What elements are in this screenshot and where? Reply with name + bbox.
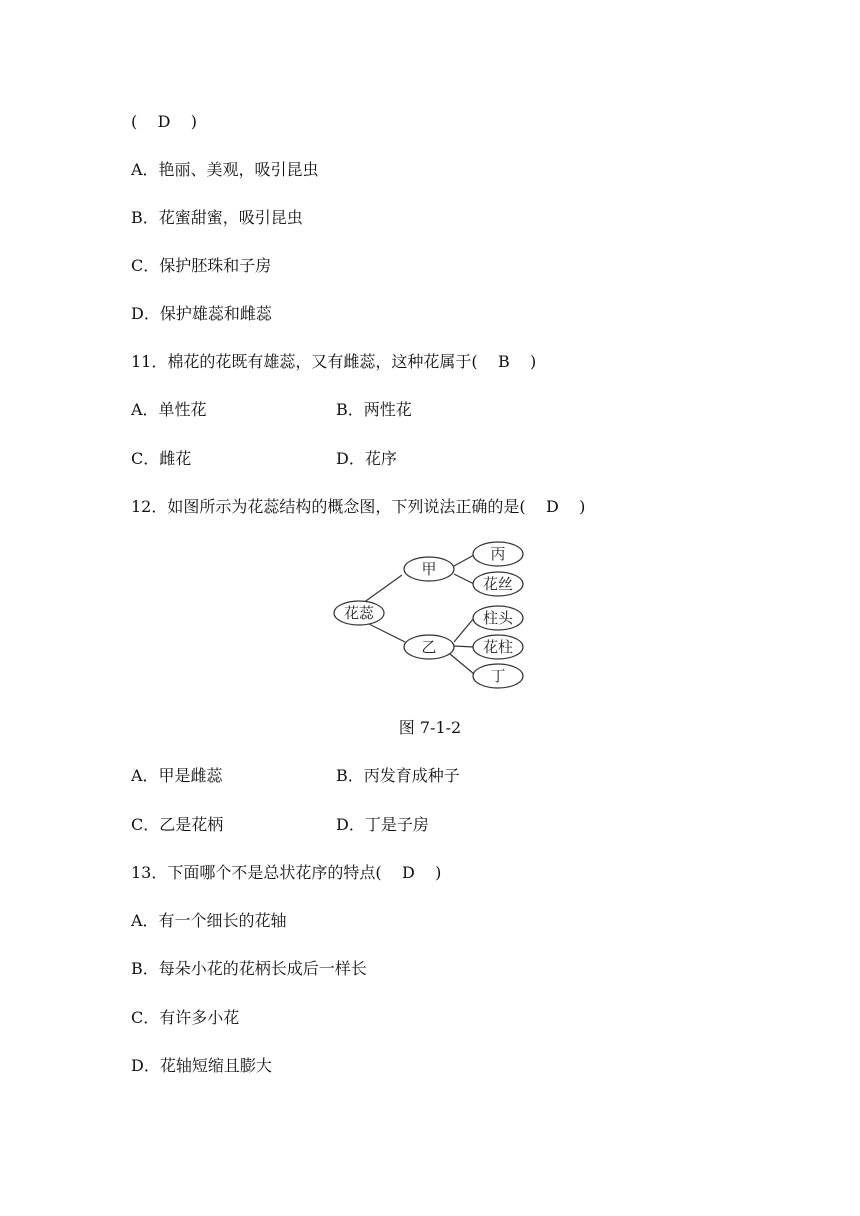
q10-option-a: A．艳丽、美观，吸引昆虫 [131, 160, 319, 179]
q11-option-a: A．单性花 [131, 400, 207, 419]
label-huazhu: 花柱 [482, 638, 514, 656]
q12-option-b: B．丙发育成种子 [336, 766, 460, 785]
label-huasi: 花丝 [482, 575, 514, 593]
label-jia: 甲 [421, 560, 437, 578]
q11-stem: 11．棉花的花既有雄蕊，又有雌蕊，这种花属于( B ) [131, 352, 537, 371]
q13-option-d: D．花轴短缩且膨大 [131, 1056, 272, 1075]
label-zhutou: 柱头 [482, 609, 514, 627]
q12-stem: 12．如图所示为花蕊结构的概念图，下列说法正确的是( D ) [131, 497, 586, 516]
label-yi: 乙 [421, 638, 437, 656]
q10-option-d: D．保护雄蕊和雌蕊 [131, 304, 272, 323]
label-root: 花蕊 [343, 604, 375, 622]
q11-option-c: C．雌花 [131, 449, 192, 468]
q12-option-c: C．乙是花柄 [131, 815, 224, 834]
figure-caption: 图 7-1-2 [398, 718, 462, 737]
q13-stem: 13．下面哪个不是总状花序的特点( D ) [131, 863, 442, 882]
label-ding: 丁 [490, 667, 506, 685]
q10-answer: ( D ) [131, 112, 197, 131]
q13-option-c: C．有许多小花 [131, 1008, 240, 1027]
q11-option-b: B．两性花 [336, 400, 412, 419]
q11-option-d: D．花序 [336, 449, 397, 468]
q12-option-a: A．甲是雌蕊 [131, 766, 223, 785]
q13-option-b: B．每朵小花的花柄长成后一样长 [131, 959, 367, 978]
q10-option-b: B．花蜜甜蜜，吸引昆虫 [131, 208, 303, 227]
q10-option-c: C．保护胚珠和子房 [131, 256, 272, 275]
q13-option-a: A．有一个细长的花轴 [131, 911, 287, 930]
label-bing: 丙 [490, 545, 506, 563]
q12-option-d: D．丁是子房 [336, 815, 429, 834]
stamen-pistil-concept-diagram [330, 538, 530, 692]
